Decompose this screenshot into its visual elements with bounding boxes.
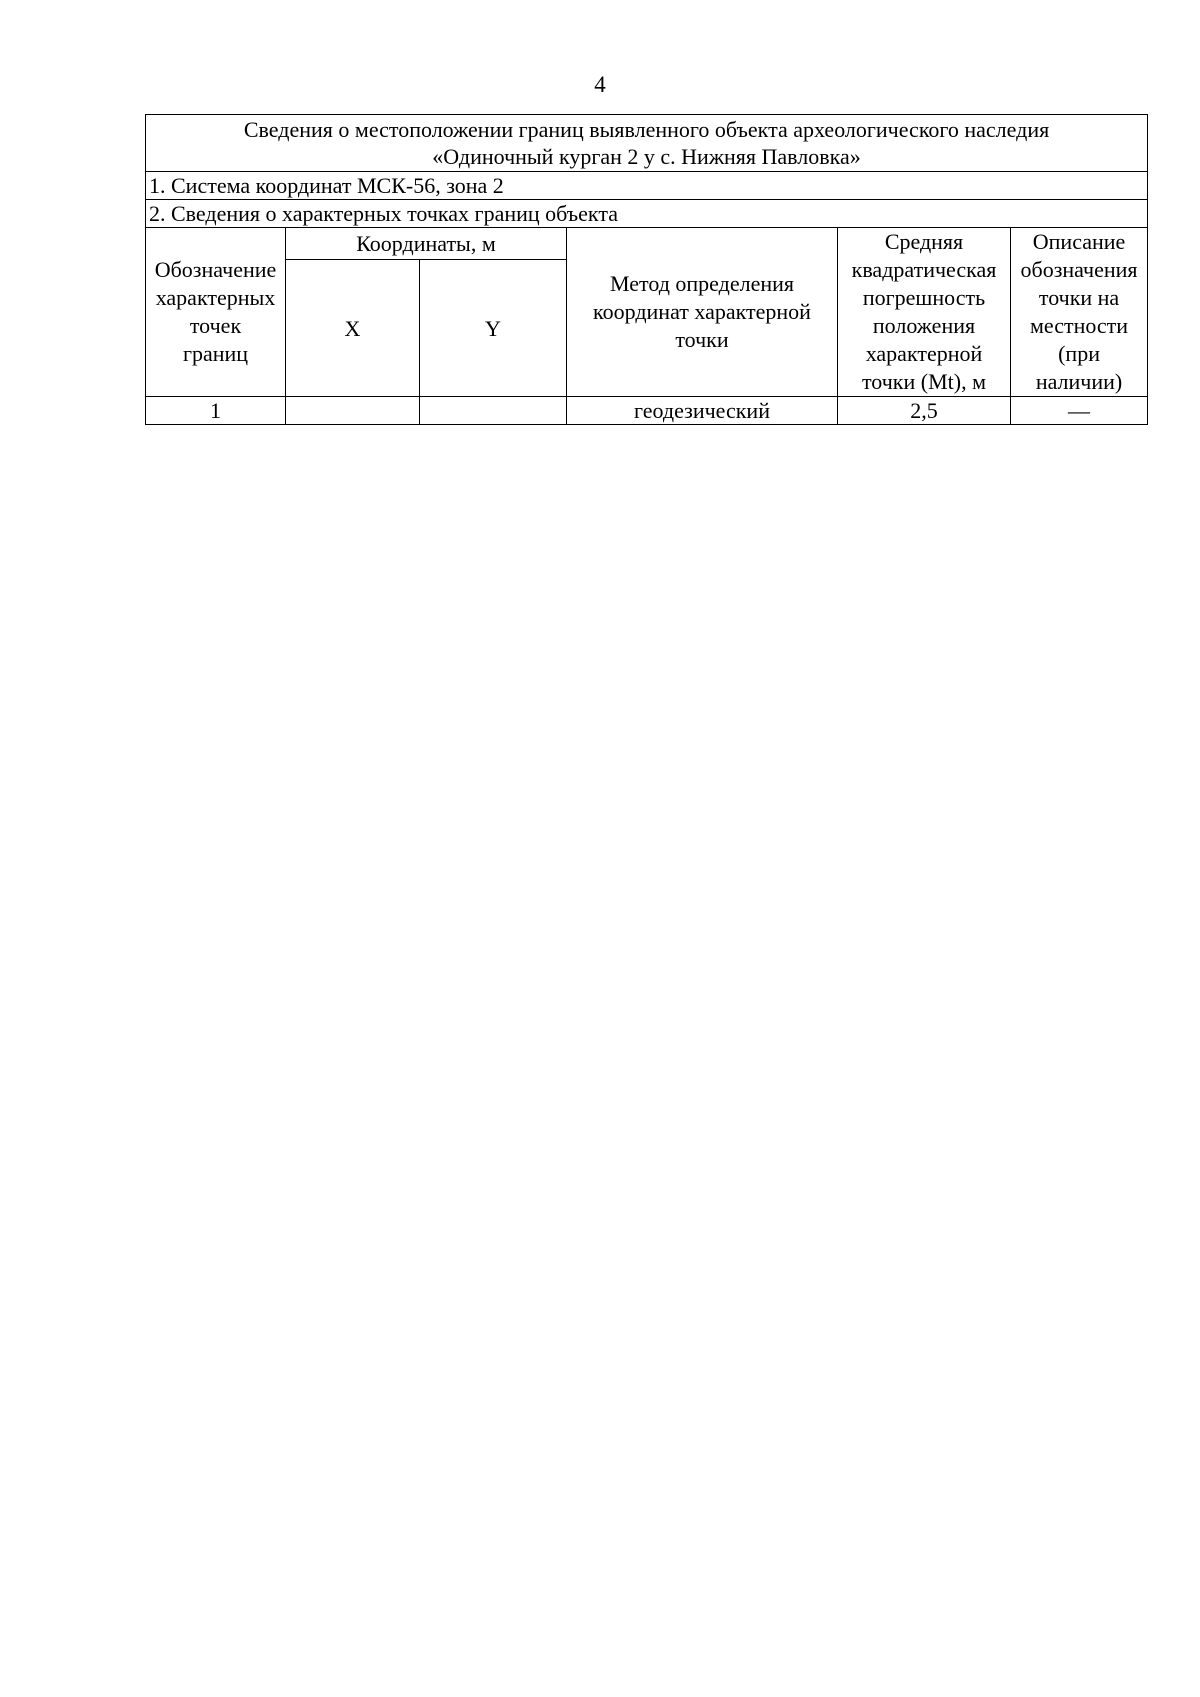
header-coordinates: Координаты, м [286, 228, 567, 260]
header-error-line: Средняя [884, 229, 964, 254]
cell-method: геодезический [567, 397, 838, 425]
cell-description: — [1011, 397, 1148, 425]
header-designation-line: характерных [155, 285, 276, 310]
header-description [1011, 228, 1148, 397]
header-designation-line: точек [189, 313, 242, 338]
table-row [146, 397, 1148, 425]
header-designation-line: границ [182, 341, 249, 366]
header-description-line: наличии) [1035, 369, 1123, 394]
cell-point: 1 [146, 397, 286, 425]
header-method [567, 228, 838, 397]
cell-x [286, 397, 420, 425]
header-error-line: положения [872, 313, 976, 338]
table-title-line-2: «Одиночный курган 2 у с. Нижняя Павловка» [432, 144, 861, 169]
header-description-line: (при [1058, 341, 1100, 366]
cell-error: 2,5 [838, 397, 1011, 425]
header-method-line: Метод определения [609, 271, 795, 296]
boundary-points-table [145, 114, 1148, 425]
header-error-line: квадратическая [851, 257, 997, 282]
table-title-line-1: Сведения о местоположении границ выявленного объекта археологического наследия [243, 117, 1050, 142]
table-title [146, 115, 1148, 172]
header-y: Y [420, 260, 567, 397]
page-number: 4 [594, 72, 606, 97]
cell-y [420, 397, 567, 425]
header-designation [146, 228, 286, 397]
header-method-line: точки [675, 327, 729, 352]
header-description-line: местности [1029, 313, 1129, 338]
header-x: X [286, 260, 420, 397]
header-description-line: Описание [1032, 229, 1126, 254]
header-description-line: точки на [1038, 285, 1120, 310]
coordinate-system-row: 1. Система координат МСК-56, зона 2 [146, 172, 1148, 200]
header-error-line: характерной [865, 341, 983, 366]
characteristic-points-row: 2. Сведения о характерных точках границ объекта [146, 200, 1148, 228]
header-error-line: точки (Mt), м [861, 369, 987, 394]
header-description-line: обозначения [1020, 257, 1138, 282]
header-method-line: координат характерной [593, 299, 811, 324]
header-error [838, 228, 1011, 397]
header-error-line: погрешность [862, 285, 986, 310]
header-designation-line: Обозначение [154, 257, 277, 282]
